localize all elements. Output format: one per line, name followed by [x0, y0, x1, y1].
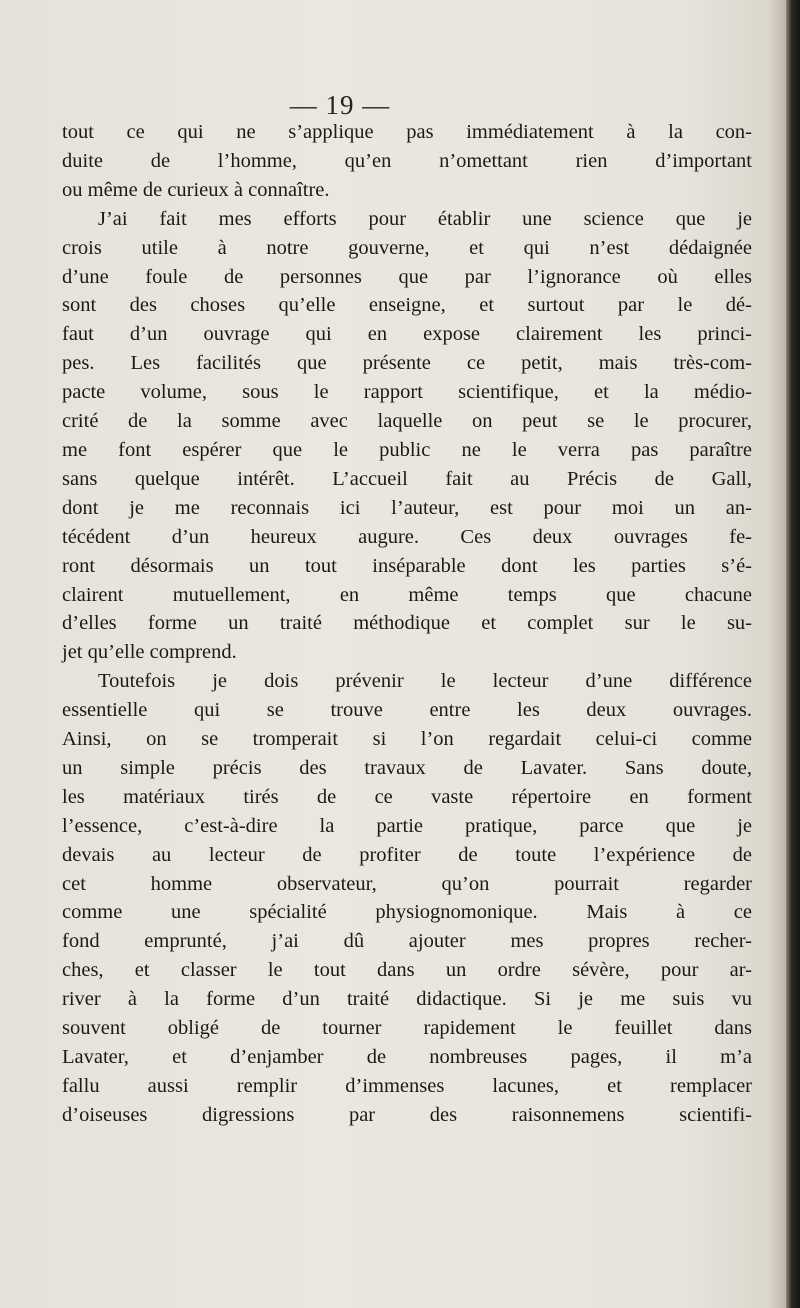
- text-line: tout ce qui ne s’applique pas immédiatement à la con-: [62, 121, 752, 143]
- text-line: crité de la somme avec laquelle on peut se le procurer,: [62, 410, 752, 433]
- text-line: fallu aussi remplir d’immenses lacunes, et remplacer: [62, 1074, 752, 1097]
- text-line: d’oiseuses digressions par des raisonnemens scientifi-: [62, 1103, 752, 1126]
- text-line: essentielle qui se trouve entre les deux ouvrages.: [62, 699, 752, 722]
- text-line: pacte volume, sous le rapport scientifique, et la médio-: [62, 381, 752, 404]
- text-line: fond emprunté, j’ai dû ajouter mes propres recher-: [62, 930, 752, 953]
- text-line: clairent mutuellement, en même temps que chacune: [62, 583, 752, 606]
- text-line: d’une foule de personnes que par l’ignorance où elles: [62, 265, 752, 288]
- text-line: sont des choses qu’elle enseigne, et surtout par le dé-: [62, 294, 752, 317]
- text-line: duite de l’homme, qu’en n’omettant rien d’important: [62, 149, 752, 172]
- text-line: Lavater, et d’enjamber de nombreuses pages, il m’a: [62, 1046, 752, 1068]
- text-line: faut d’un ouvrage qui en expose clairement les princi-: [62, 323, 752, 346]
- text-line: técédent d’un heureux augure. Ces deux ouvrages fe-: [62, 525, 752, 548]
- text-line: dont je me reconnais ici l’auteur, est pour moi un an-: [62, 496, 752, 519]
- text-line: J’ai fait mes efforts pour établir une science que je: [98, 207, 752, 230]
- text-line: cet homme observateur, qu’on pourrait regarder: [62, 872, 752, 895]
- text-line: sans quelque intérêt. L’accueil fait au Précis de Gall,: [62, 467, 752, 490]
- text-line: les matériaux tirés de ce vaste répertoire en forment: [62, 785, 752, 808]
- text-line: ches, et classer le tout dans un ordre sévère, pour ar-: [62, 959, 752, 982]
- text-line: jet qu’elle comprend.: [62, 641, 237, 664]
- text-line: Toutefois je dois prévenir le lecteur d’une différence: [98, 670, 752, 693]
- text-line: comme une spécialité physiognomonique. Mais à ce: [62, 901, 752, 924]
- text-line: ront désormais un tout inséparable dont les parties s’é-: [62, 554, 752, 577]
- text-line: pes. Les facilités que présente ce petit, mais très-com-: [62, 352, 752, 375]
- text-line: souvent obligé de tourner rapidement le feuillet dans: [62, 1017, 752, 1040]
- text-line: Ainsi, on se tromperait si l’on regardait celui-ci comme: [62, 728, 752, 751]
- text-line: ou même de curieux à connaître.: [62, 178, 330, 201]
- text-line: d’elles forme un traité méthodique et complet sur le su-: [62, 612, 752, 635]
- page-number-header: — 19 —: [289, 90, 391, 120]
- text-line: river à la forme d’un traité didactique. Si je me suis vu: [62, 988, 752, 1011]
- page-edge-shadow: [786, 0, 800, 1308]
- text-line: l’essence, c’est-à-dire la partie pratique, parce que je: [62, 814, 752, 837]
- text-line: un simple précis des travaux de Lavater. Sans doute,: [62, 756, 752, 779]
- body-text: [62, 118, 752, 1130]
- text-line: crois utile à notre gouverne, et qui n’est dédaignée: [62, 236, 752, 259]
- text-line: me font espérer que le public ne le verra pas paraître: [62, 438, 752, 461]
- text-line: devais au lecteur de profiter de toute l’expérience de: [62, 843, 752, 866]
